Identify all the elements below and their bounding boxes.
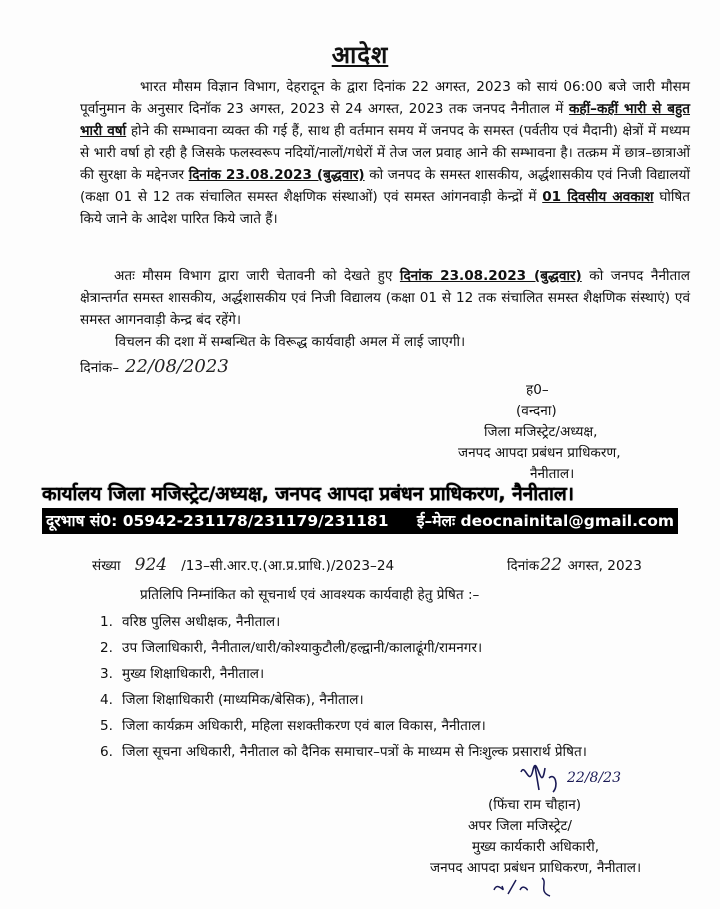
office-contact-bar — [42, 508, 678, 534]
copy-intro: प्रतिलिपि निम्नांकित को सूचनार्थ एवं आवश्यक कार्यवाही हेतु प्रेषित :– — [140, 587, 480, 603]
order-paragraph-2 — [80, 265, 690, 331]
dm-authority: जनपद आपदा प्रबंधन प्राधिकरण, — [458, 445, 621, 461]
dm-name: (वन्दना) — [516, 403, 557, 419]
reference-number-handwritten: 924 — [134, 555, 168, 575]
adm-designation: अपर जिला मजिस्ट्रेट/ — [468, 818, 572, 834]
office-phone: दूरभाष सं0: 05942-231178/231179/231181 — [46, 512, 389, 530]
order-date-handwritten: 22/08/2023 — [125, 356, 229, 377]
order-title: आदेश — [331, 41, 389, 69]
reference-date-label: दिनांक — [507, 558, 540, 574]
order-date-line — [80, 356, 229, 377]
para1-holiday-date: दिनांक 23.08.2023 (बुद्धवार) — [188, 167, 365, 183]
order-paragraph-1 — [80, 76, 690, 230]
dm-signature-block — [458, 380, 621, 485]
list-item — [100, 664, 690, 685]
list-item-number: 3. — [100, 666, 113, 682]
reference-code: /13–सी.आर.ए.(आ.प्र.प्राधि.)/2023–24 — [181, 558, 395, 574]
para2-text-a: अतः मौसम विभाग द्वारा जारी चेतावनी को देखते हुए — [114, 268, 400, 284]
list-item-number: 1. — [100, 614, 113, 630]
reference-date-rest: अगस्त, 2023 — [567, 558, 642, 574]
adm-signature-block — [430, 795, 641, 879]
list-item — [100, 638, 690, 659]
reference-label: संख्या — [92, 558, 121, 574]
office-email: ई–मेलः deocnainital@gmail.com — [416, 512, 674, 530]
para2-text-b: को जनपद नैनीताल क्षेत्रान्तर्गत समस्त शासकीय, अर्द्धशासकीय एवं निजी विद्यालय (कक्षा 01 से 12 तक संचालित समस्त शैक्षणिक संस्थाएं) एवं समस्त आगनवाड़ी केन्द्र बंद रहेंगे। — [80, 268, 690, 328]
list-item — [100, 612, 690, 633]
reference-date — [507, 555, 642, 575]
para1-text-a: भारत मौसम विज्ञान विभाग, देहरादून के द्वारा दिनांक 22 अगस्त, 2023 को सायं 06:00 बजे जारी मौसम पूर्वानुमान के अनुसार दिनॉक 23 अगस्त, 2023 से 24 अगस्त, 2023 तक जनपद नैनीताल में — [80, 79, 690, 117]
para1-rain-warning: कहीं–कहीं भारी से बहुत भारी वर्षा — [80, 101, 690, 139]
signature-date: 22/8/23 — [567, 770, 621, 786]
reference-date-day: 22 — [540, 555, 563, 575]
list-item-text: जिला सूचना अधिकारी, नैनीताल को दैनिक समाचार–पत्रों के माध्यम से निःशुल्क प्रसारार्थ प्रेषित। — [122, 744, 587, 760]
office-letterhead — [42, 480, 682, 542]
order-paragraph-3: विचलन की दशा में सम्बन्धित के विरूद्ध कार्यवाही अमल में लाई जाएगी। — [115, 334, 466, 350]
list-item-text: वरिष्ठ पुलिस अधीक्षक, नैनीताल। — [122, 614, 281, 630]
reference-number — [92, 555, 394, 575]
adm-role: मुख्य कार्यकारी अधिकारी, — [472, 839, 600, 855]
list-item-number: 5. — [100, 718, 113, 734]
list-item-number: 6. — [100, 744, 113, 760]
list-item-text: जिला कार्यक्रम अधिकारी, महिला सशक्तीकरण एवं बाल विकास, नैनीताल। — [122, 718, 486, 734]
list-item — [100, 716, 690, 737]
para2-closure-date: दिनांक 23.08.2023 (बुद्धवार) — [399, 268, 582, 284]
dm-designation: जिला मजिस्ट्रेट/अध्यक्ष, — [484, 424, 598, 440]
handwritten-initials — [490, 872, 570, 902]
list-item-number: 4. — [100, 692, 113, 708]
para1-text-b: होने की सम्भावना व्यक्त की गई हैं, साथ ही वर्तमान समय में जनपद के समस्त (पर्वतीय एवं मैदानी) क्षेत्रों में मध्यम से भारी वर्षा हो रही है जिसके फलस्वरूप नदियों/नालों/गधेरों में तेज जल प्रवाह आने की सम्भावना है। तत्क्रम में छात्र–छात्राओं की सुरक्षा के मद्देनजर — [80, 123, 691, 183]
dm-signed-mark: ह0– — [526, 382, 549, 398]
adm-authority: जनपद आपदा प्रबंधन प्राधिकरण, नैनीताल। — [430, 860, 642, 876]
dm-location: नैनीताल। — [530, 466, 575, 482]
list-item-number: 2. — [100, 640, 113, 656]
office-name: कार्यालय जिला मजिस्ट्रेट/अध्यक्ष, जनपद आपदा प्रबंधन प्राधिकरण, नैनीताल। — [42, 483, 575, 505]
list-item — [100, 690, 690, 711]
list-item-text: उप जिलाधिकारी, नैनीताल/धारी/कोश्याकुटौली/हल्द्वानी/कालाढूंगी/रामनगर। — [122, 640, 483, 656]
para1-text-d: घोषित किये जाने के आदेश पारित किये जाते हैं। — [80, 189, 690, 227]
para1-text-c: को जनपद के समस्त शासकीय, अर्द्धशासकीय एवं निजी विद्यालयों (कक्षा 01 से 12 तक संचालित समस्त शैक्षणिक संस्थाओं) एवं समस्त आंगनवाड़ी केन्द्रों में — [80, 167, 690, 205]
adm-name: (फिंचा राम चौहान) — [488, 797, 582, 813]
para1-holiday-duration: 01 दिवसीय अवकाश — [542, 189, 654, 205]
recipient-list — [100, 612, 690, 768]
order-date-label: दिनांक– — [80, 360, 120, 376]
list-item-text: जिला शिक्षाधिकारी (माध्यमिक/बेसिक), नैनीताल। — [122, 692, 364, 708]
list-item-text: मुख्य शिक्षाधिकारी, नैनीताल। — [122, 666, 265, 682]
